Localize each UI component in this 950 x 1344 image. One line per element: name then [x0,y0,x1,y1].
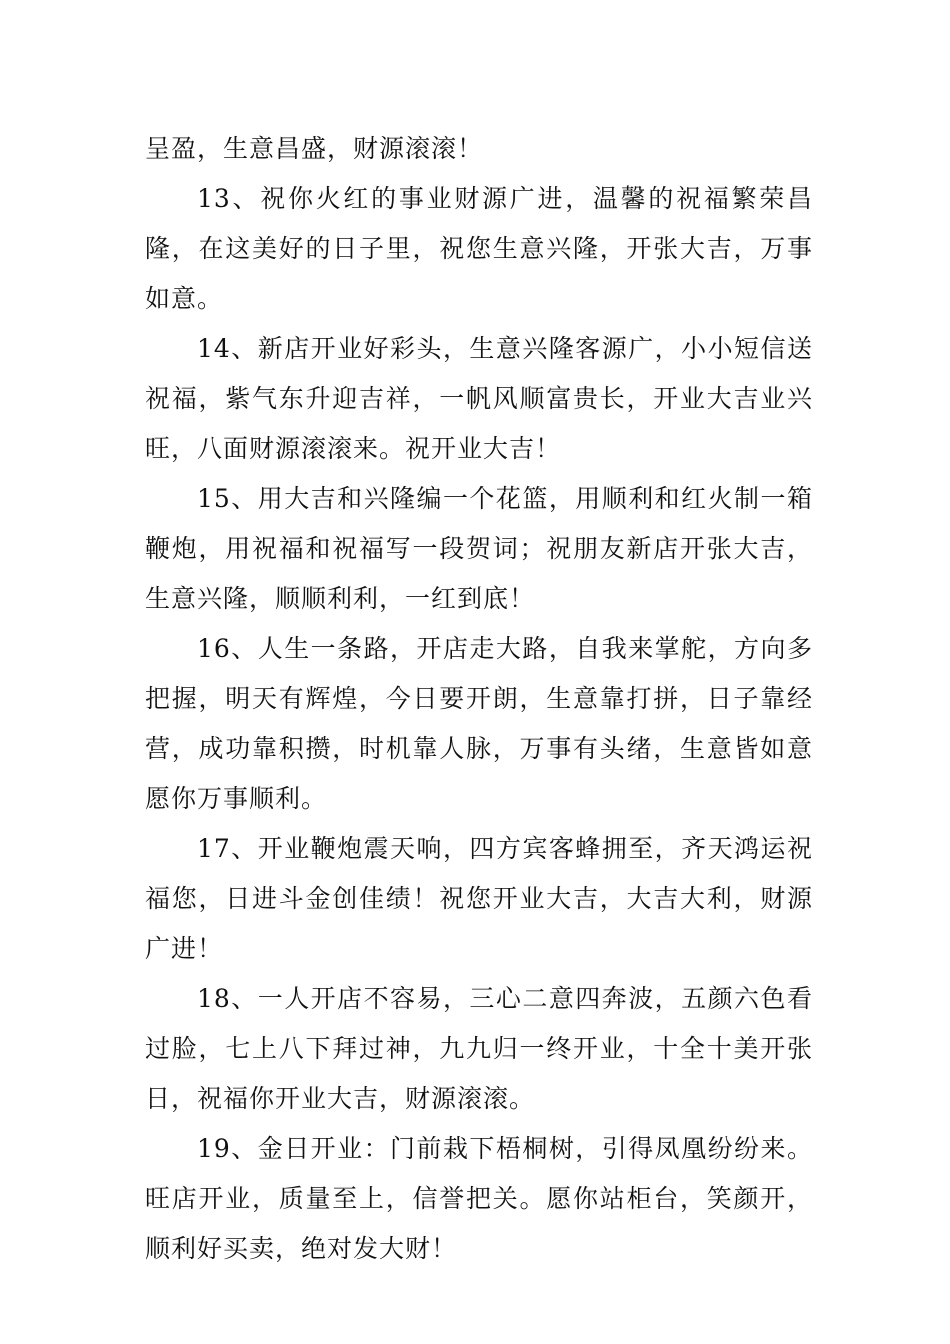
paragraph-19: 19、金日开业：门前栽下梧桐树，引得凤凰纷纷来。旺店开业，质量至上，信誉把关。愿你站柜台，笑颜开，顺利好买卖，绝对发大财！ [145,1134,813,1263]
paragraph-17: 17、开业鞭炮震天响，四方宾客蜂拥至，齐天鸿运祝福您，日进斗金创佳绩！祝您开业大吉，大吉大利，财源广进！ [145,834,813,963]
paragraph-15: 15、用大吉和兴隆编一个花篮，用顺利和红火制一箱鞭炮，用祝福和祝福写一段贺词；祝朋友新店开张大吉，生意兴隆，顺顺利利，一红到底！ [145,484,813,613]
document-body [145,124,813,1274]
paragraph-14: 14、新店开业好彩头，生意兴隆客源广，小小短信送祝福，紫气东升迎吉祥，一帆风顺富贵长，开业大吉业兴旺，八面财源滚滚来。祝开业大吉！ [145,334,813,463]
paragraph-12-continued: 呈盈，生意昌盛，财源滚滚！ [145,134,484,163]
paragraph-13: 13、祝你火红的事业财源广进，温馨的祝福繁荣昌隆，在这美好的日子里，祝您生意兴隆，开张大吉，万事如意。 [145,184,813,313]
paragraph-18: 18、一人开店不容易，三心二意四奔波，五颜六色看过脸，七上八下拜过神，九九归一终开业，十全十美开张日，祝福你开业大吉，财源滚滚。 [145,984,813,1113]
paragraph-16: 16、人生一条路，开店走大路，自我来掌舵，方向多把握，明天有辉煌，今日要开朗，生意靠打拼，日子靠经营，成功靠积攒，时机靠人脉，万事有头绪，生意皆如意愿你万事顺利。 [145,634,813,813]
